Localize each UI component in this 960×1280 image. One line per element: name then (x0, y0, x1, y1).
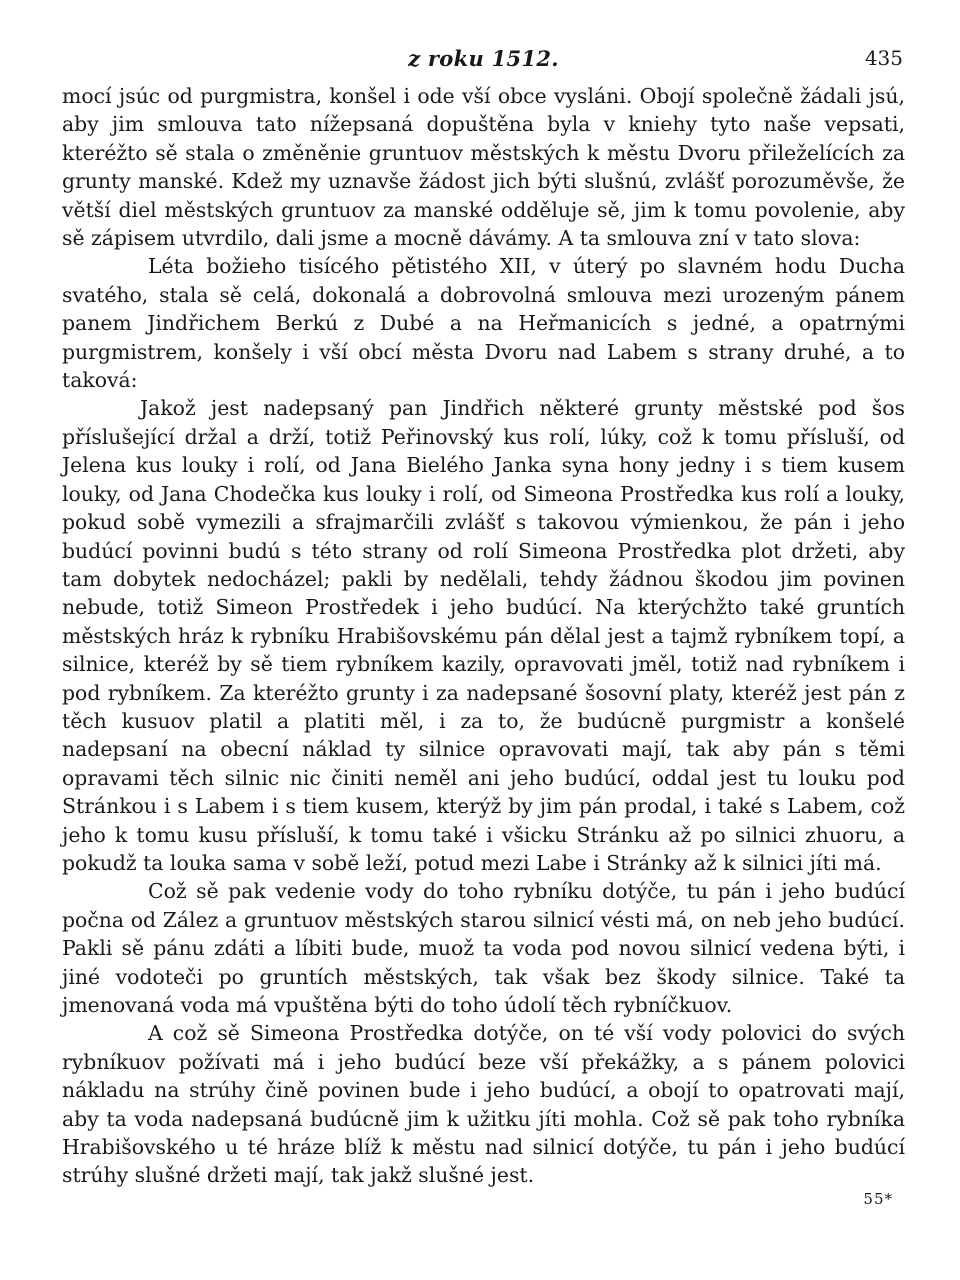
paragraph: Jakož jest nadepsaný pan Jindřich některé grunty městské pod šos příslušející držal a drží, totiž Peřinovský kus rolí, lúky, což k tomu přísluší, od Jelena kus louky i rolí, od Jana Bielého Janka syna hony jedny i s tiem kusem louky, od Jana Chodečka kus louky i rolí, od Simeona Prostředka kus rolí a louky, pokud sobě vymezili a sfrajmarčili zvlášť s takovou výmienkou, že pán i jeho budúcí povinni budú s této strany od rolí Simeona Prostředka plot držeti, aby tam dobytek nedocházel; pakli by nedělali, tehdy žádnou škodou jim povinen nebude, totiž Simeon Prostředek i jeho budúcí. Na kterýchžto také gruntích městských hráz k rybníku Hrabišovskému pán dělal jest a tajmž rybníkem topí, a silnice, kteréž by sě tiem rybníkem kazily, opravovati jměl, totiž nad rybníkem i pod rybníkem. Za kteréžto grunty i za nadepsané šosovní platy, kteréž jest pán z těch kusuov platil a platiti měl, i za to, že budúcně purgmistr a konšelé nadepsaní na obecní náklad ty silnice opravovati mají, tak aby pán s těmi opravami těch silnic nic činiti neměl ani jeho budúcí, oddal jest tu louku pod Stránkou i s Labem i s tiem kusem, kterýž by jim pán prodal, i také s Labem, což jeho k tomu kusu přísluší, k tomu také i všicku Stránku až po silnici zhuoru, a pokudž ta louka sama v sobě leží, potud mezi Labe i Stránky až k silnici jíti má. (62, 396, 905, 875)
paragraph: mocí jsúc od purgmistra, konšel i ode vší obce vysláni. Obojí společně žádali jsú, aby jim smlouva tato nížepsaná dopuštěna byla v kniehy tyto naše vepsati, kteréžto sě stala o změněnie gruntuov městských k městu Dvoru přileželících za grunty manské. Kdež my uznavše žádost jich býti slušnú, zvlášť porozuměvše, že větší diel městských gruntuov za manské odděluje sě, jim k tomu povolenie, aby sě zápisem utvrdilo, dali jsme a mocně dávámy. A ta smlouva zní v tato slova: (62, 84, 905, 251)
page-number: 435 (864, 46, 903, 70)
page-header (62, 42, 905, 76)
document-page (62, 42, 905, 1242)
paragraph: Léta božieho tisícého pětistého XII, v úterý po slavném hodu Ducha svatého, stala sě celá, dokonalá a dobrovolná smlouva mezi urozeným pánem panem Jindřichem Berkú z Dubé a na Heřmanicích s jedné, a opatrnými purgmistrem, konšely i vší obcí města Dvoru nad Labem s strany druhé, a to taková: (62, 254, 905, 393)
body-text (62, 82, 905, 1190)
paragraph: A což sě Simeona Prostředka dotýče, on té vší vody polovici do svých rybníkuov požívati má i jeho budúcí beze vší překážky, a s pánem polovici nákladu na strúhy čině povinen bude i jeho budúcí, a obojí to opatrovati mají, aby ta voda nadepsaná budúcně jim k užitku jíti mohla. Což sě pak toho rybníka Hrabišovského u té hráze blíž k městu nad silnicí dotýče, tu pán i jeho budúcí strúhy slušné držeti mají, tak jakž slušné jest. (62, 1021, 905, 1188)
signature-mark: 55* (863, 1190, 893, 1208)
paragraph: Což sě pak vedenie vody do toho rybníku dotýče, tu pán i jeho budúcí počna od Zález a gruntuov městských starou silnicí vésti má, on neb jeho budúcí. Pakli sě pánu zdáti a líbiti bude, muož ta voda pod novou silnicí vedena býti, i jiné vodoteči po gruntích městských, tak však bez škody silnice. Také ta jmenovaná voda má vpuštěna býti do toho údolí těch rybníčkuov. (62, 879, 905, 1017)
running-title: z roku 1512. (408, 46, 559, 71)
